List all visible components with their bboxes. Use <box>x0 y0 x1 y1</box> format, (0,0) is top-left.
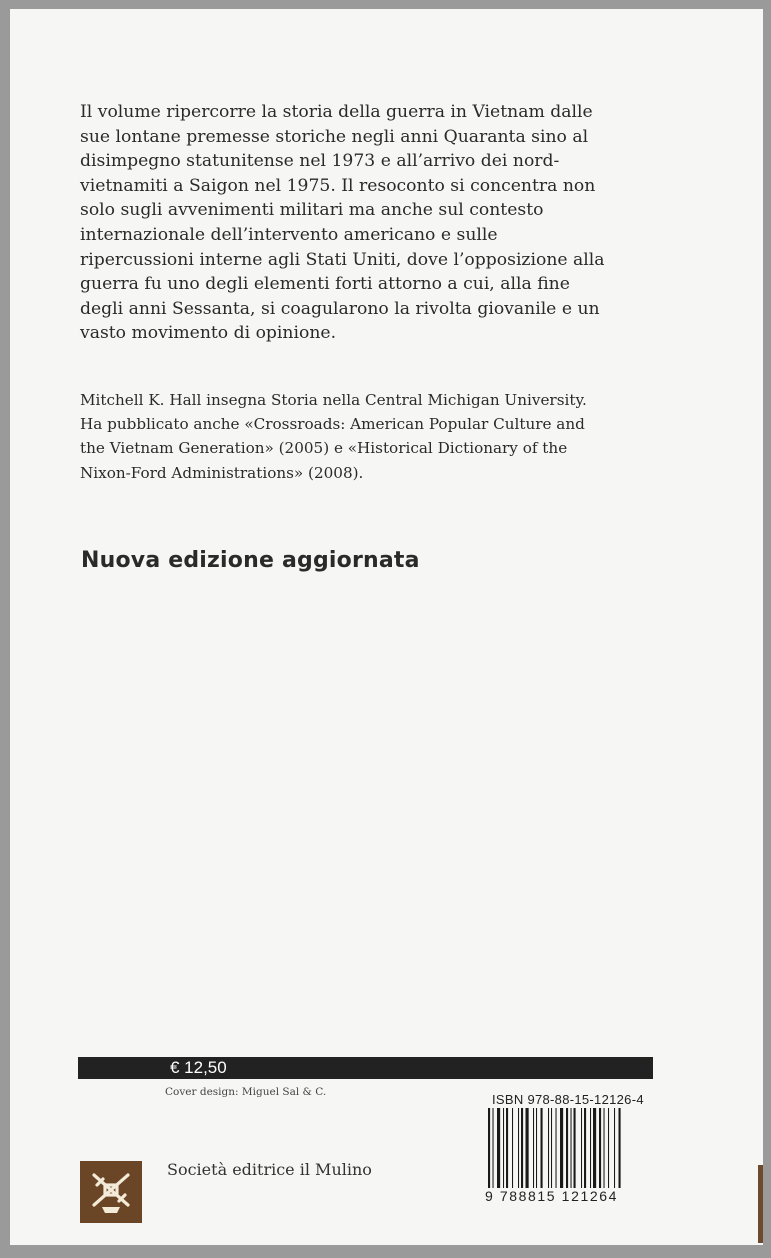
author-line: the Vietnam Generation» (2005) e «Historical Dictionary of the <box>80 439 568 458</box>
blurb-line: degli anni Sessanta, si coagularono la rivolta giovanile e un <box>80 298 600 319</box>
blurb-line: ripercussioni interne agli Stati Uniti, dove l’opposizione alla <box>80 249 605 270</box>
blurb-line: disimpegno statunitense nel 1973 e all’arrivo dei nord- <box>80 151 560 172</box>
blurb-line: sue lontane premesse storiche negli anni Quaranta sino al <box>80 126 589 147</box>
blurb-line: vietnamiti a Saigon nel 1975. Il resoconto si concentra non <box>80 175 596 196</box>
blurb-line: Il volume ripercorre la storia della guerra in Vietnam dalle <box>80 102 593 122</box>
barcode-digits: 9 788815 121264 <box>485 1188 618 1204</box>
price-bar <box>78 1057 653 1079</box>
price: € 12,50 <box>170 1058 227 1077</box>
author-line: Mitchell K. Hall insegna Storia nella Central Michigan University. <box>80 391 587 409</box>
cover-credit: Cover design: Miguel Sal & C. <box>165 1086 327 1098</box>
author-bio <box>80 388 680 485</box>
blurb-line: internazionale dell’intervento americano e sulle <box>80 224 498 245</box>
blurb-line: vasto movimento di opinione. <box>80 323 337 344</box>
isbn-label: ISBN 978-88-15-12126-4 <box>492 1092 644 1107</box>
edition-label: Nuova edizione aggiornata <box>81 548 420 573</box>
book-blurb <box>80 100 680 346</box>
blurb-line: guerra fu uno degli elementi forti attorno a cui, alla fine <box>80 274 570 295</box>
publisher-name: Società editrice il Mulino <box>167 1160 372 1179</box>
barcode <box>486 1108 656 1188</box>
author-line: Nixon-Ford Administrations» (2008). <box>80 463 364 482</box>
spine-edge <box>758 1165 763 1243</box>
blurb-line: solo sugli avvenimenti militari ma anche sul contesto <box>80 200 544 221</box>
author-line: Ha pubblicato anche «Crossroads: American Popular Culture and <box>80 415 585 434</box>
mulino-logo <box>80 1161 142 1223</box>
windmill-icon <box>80 1161 142 1223</box>
